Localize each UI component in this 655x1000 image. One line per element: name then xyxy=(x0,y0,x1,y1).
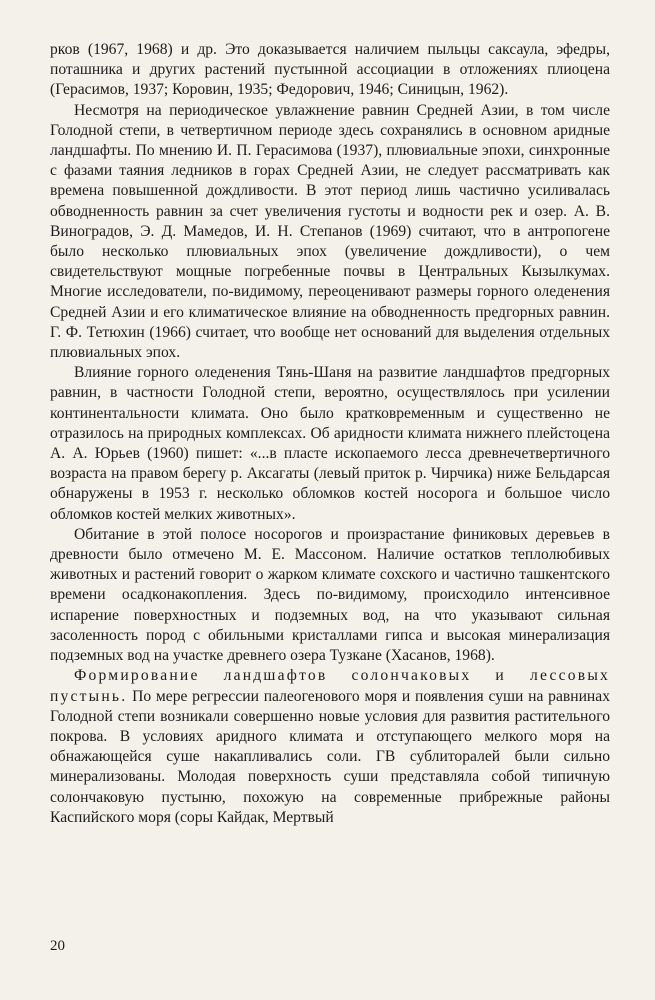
page-text-body xyxy=(50,40,610,828)
paragraph-section-start xyxy=(50,666,610,828)
section-heading: Формирование ландшафтов солончаковых и лессовых пустынь. xyxy=(50,667,610,705)
paragraph-rhinoceros: Обитание в этой полосе носорогов и произрастание финиковых деревьев в древности было отмечено М. Е. Массоном. Наличие остатков теплолюбивых животных и растений говорит о жарком климате сохского и частично ташкентского времени осадконакопления. Здесь по-видимому, происходило интенсивное испарение поверхностных и подземных вод, на что указывают сильная засоленность пород с обильными кристаллами гипса и высокая минерализация подземных вод на участке древнего озера Тузкане (Хасанов, 1968). xyxy=(50,525,610,665)
section-body-text: По мере регрессии палеогенового моря и появления суши на равнинах Голодной степи возникали совершенно новые условия для развития растительного покрова. В условиях аридного климата и отступающего мелкого моря на обнажающейся суше накапливались соли. ГВ сублиторалей были сильно минерализованы. Молодая поверхность суши представляла собой типичную солончаковую пустыню, похожую на современные прибрежные районы Каспийского моря (соры Кайдак, Мертвый xyxy=(50,687,610,826)
paragraph-glaciation: Влияние горного оледенения Тянь-Шаня на развитие ландшафтов предгорных равнин, в частности Голодной степи, вероятно, осуществлялось при усилении континентальности климата. Оно было кратковременным и существенно не отразилось на природных комплексах. Об аридности климата нижнего плейстоцена А. А. Юрьев (1960) пишет: «...в пласте ископаемого лесса древнечетвертичного возраста на правом берегу р. Аксагаты (левый приток р. Чирчика) ниже Бельдарсая обнаружены в 1953 г. несколько обломков костей носорога и большое число обломков костей мелких животных». xyxy=(50,364,610,523)
page-number: 20 xyxy=(50,938,65,954)
paragraph-aridity: Несмотря на периодическое увлажнение равнин Средней Азии, в том числе Голодной степи, в четвертичном периоде здесь сохранялись в основном аридные ландшафты. По мнению И. П. Герасимова (1937), плювиальные эпохи, синхронные с фазами таяния ледников в горах Средней Азии, не следует рассматривать как времена повышенной дождливости. В этот период лишь частично усиливалась обводненность равнин за счет увеличения густоты и водности рек и озер. А. В. Виноградов, Э. Д. Мамедов, И. Н. Степанов (1969) считают, что в антропогене было несколько плювиальных эпох (увеличение дождливости), о чем свидетельствуют мощные погребенные почвы в Центральных Кызылкумах. Многие исследователи, по-видимому, переоценивают размеры горного оледенения Средней Азии и его климатическое влияние на обводненность предгорных равнин. Г. Ф. Тетюхин (1966) считает, что вообще нет оснований для выделения отдельных плювиальных эпох. xyxy=(50,101,610,362)
paragraph-continuation: рков (1967, 1968) и др. Это доказывается наличием пыльцы саксаула, эфедры, поташника и других растений пустынной ассоциации в отложениях плиоцена (Герасимов, 1937; Коровин, 1935; Федорович, 1946; Синицын, 1962). xyxy=(50,41,610,99)
